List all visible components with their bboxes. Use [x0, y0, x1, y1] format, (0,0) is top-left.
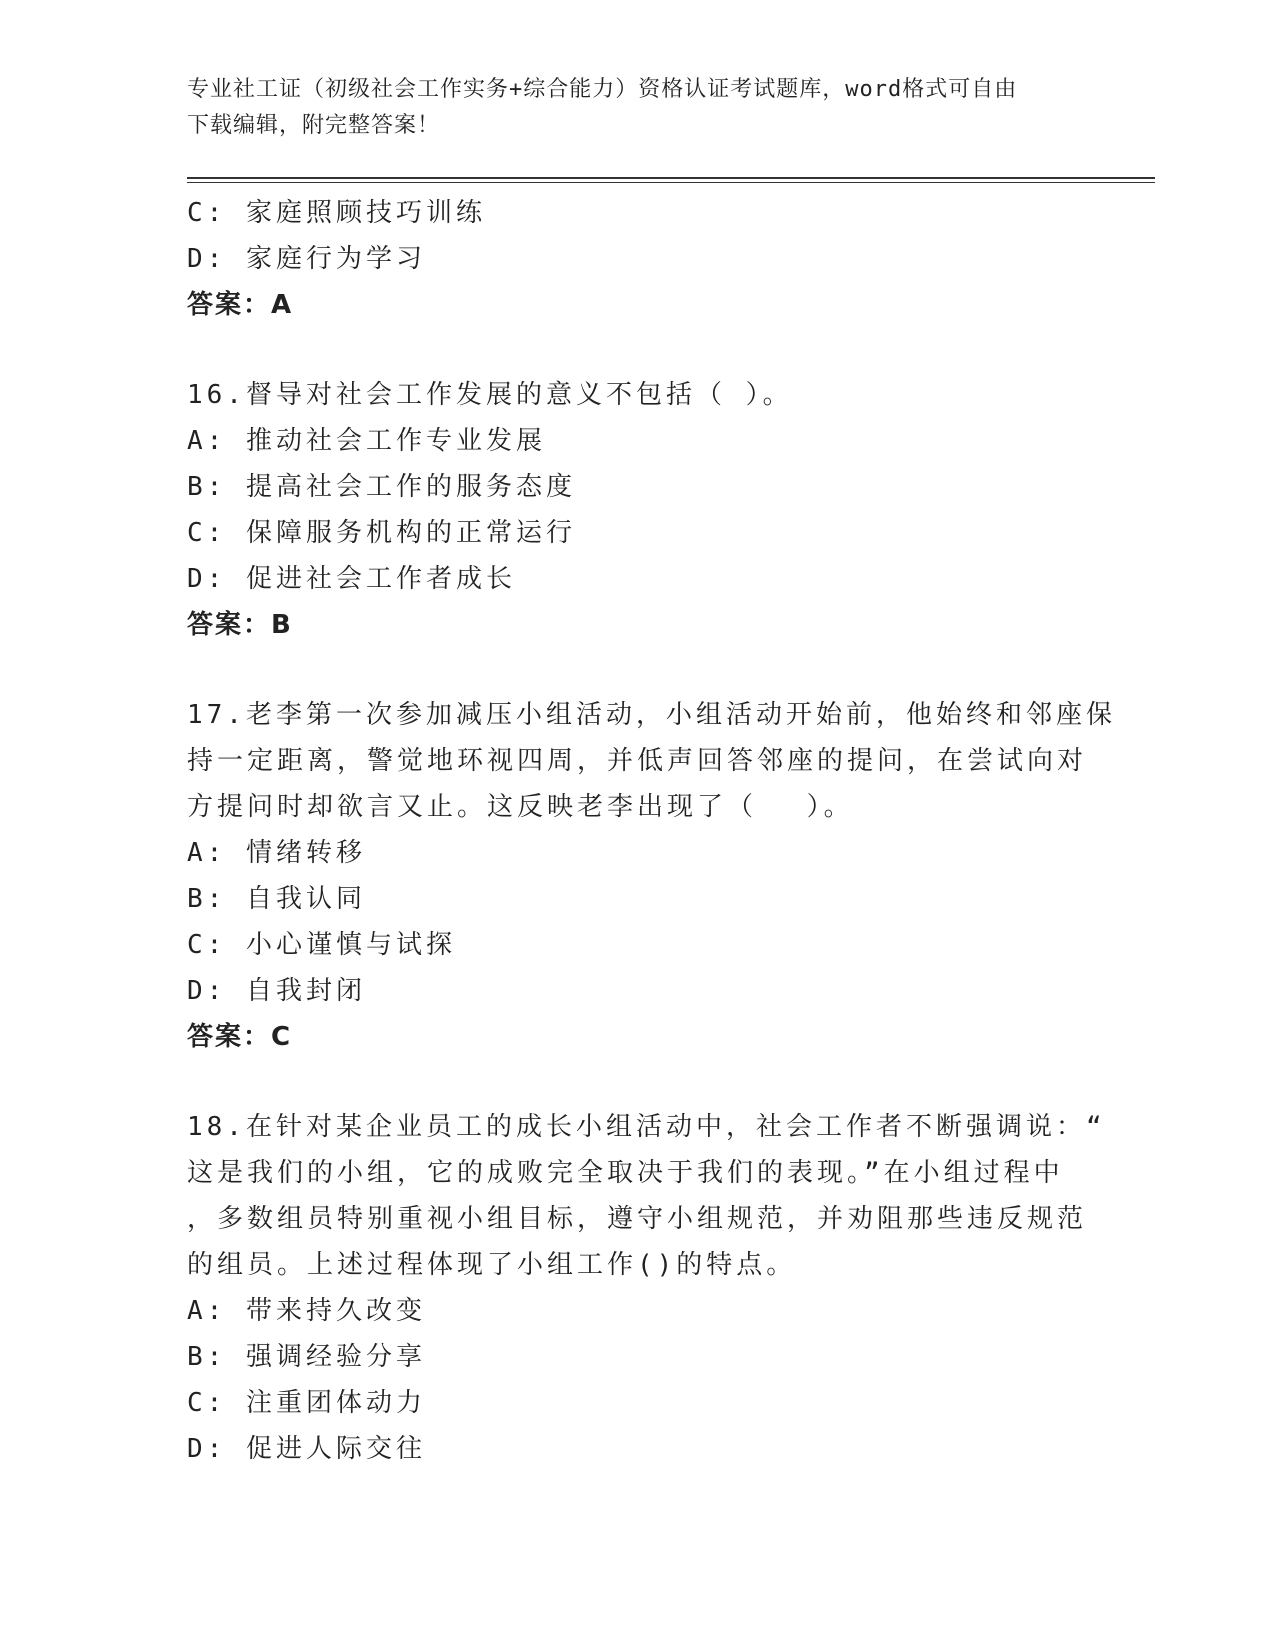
option-b: B: 强调经验分享	[187, 1342, 426, 1372]
option-d: D: 促进社会工作者成长	[187, 564, 516, 594]
document-header	[187, 72, 1087, 144]
option-a: A: 情绪转移	[187, 838, 366, 868]
question-block-16	[187, 372, 1087, 648]
question-block-18	[187, 1104, 1106, 1472]
question-stem-line-2: 这是我们的小组，它的成败完全取决于我们的表现。”在小组过程中	[187, 1158, 1064, 1188]
answer-label: 答案：B	[187, 610, 293, 640]
question-stem-line-2: 持一定距离，警觉地环视四周，并低声回答邻座的提问，在尝试向对	[187, 746, 1088, 776]
question-block-17	[187, 692, 1116, 1060]
header-divider-thin	[187, 182, 1155, 183]
question-stem-line-4: 的组员。上述过程体现了小组工作()的特点。	[187, 1250, 797, 1280]
question-stem-line-3: 方提问时却欲言又止。这反映老李出现了（ ）。	[187, 792, 854, 822]
option-d: D: 促进人际交往	[187, 1434, 426, 1464]
option-c: C: 小心谨慎与试探	[187, 930, 456, 960]
option-b: B: 自我认同	[187, 884, 366, 914]
option-a: A: 推动社会工作专业发展	[187, 426, 546, 456]
option-d: D: 家庭行为学习	[187, 244, 426, 274]
header-divider-thick	[187, 177, 1155, 179]
spacer	[187, 648, 1087, 692]
answer-label: 答案：C	[187, 1022, 293, 1052]
question-stem-line-3: ，多数组员特别重视小组目标，遵守小组规范，并劝阻那些违反规范	[187, 1204, 1088, 1234]
question-block-previous	[187, 190, 1087, 328]
option-c: C: 保障服务机构的正常运行	[187, 518, 576, 548]
spacer	[187, 328, 1087, 372]
option-d: D: 自我封闭	[187, 976, 366, 1006]
question-list	[187, 190, 1116, 1472]
header-line-2: 下载编辑，附完整答案！	[187, 113, 441, 138]
question-stem-line-1: 17.老李第一次参加减压小组活动，小组活动开始前，他始终和邻座保	[187, 700, 1116, 730]
answer-label: 答案：A	[187, 290, 294, 320]
option-a: A: 带来持久改变	[187, 1296, 426, 1326]
spacer	[187, 1060, 1087, 1104]
question-stem-line-1: 18.在针对某企业员工的成长小组活动中，社会工作者不断强调说：“	[187, 1112, 1106, 1142]
option-c: C: 家庭照顾技巧训练	[187, 198, 486, 228]
option-c: C: 注重团体动力	[187, 1388, 426, 1418]
header-line-1: 专业社工证（初级社会工作实务+综合能力）资格认证考试题库，word格式可自由	[187, 77, 1018, 102]
question-stem: 16.督导对社会工作发展的意义不包括（ ）。	[187, 380, 793, 410]
option-b: B: 提高社会工作的服务态度	[187, 472, 576, 502]
